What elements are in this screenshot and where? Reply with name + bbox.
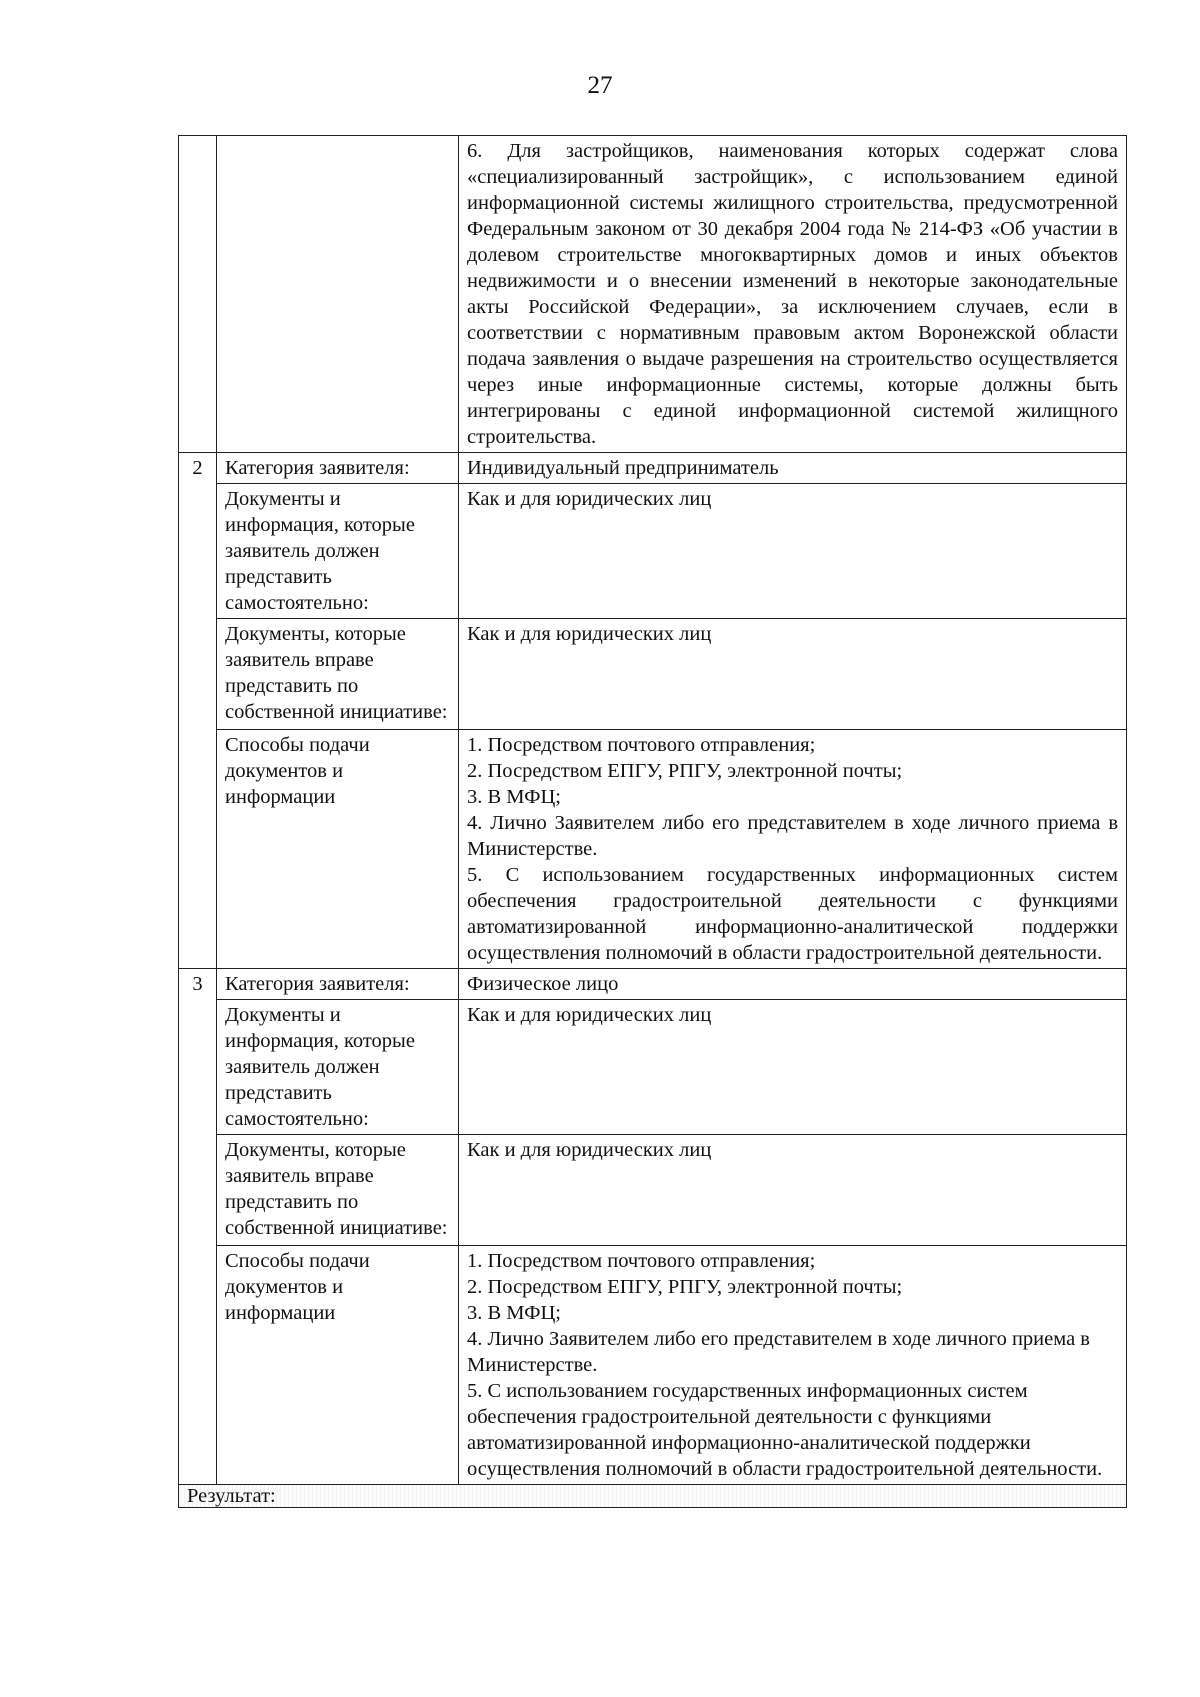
list-item: 5. С использованием государственных информационных систем обеспечения градостроительной деятельности с функциями автоматизированной информационно-аналитической поддержки осуществления полномочий в области градостроительной деятельности. [467,864,1118,964]
list-item: 5. С использованием государственных информационных систем обеспечения градостроительной деятельности с функциями автоматизированной информационно-аналитической поддержки осуществления полномочий в области градостроительной деятельности. [467,1380,1103,1480]
list-item: 4. Лично Заявителем либо его представителем в ходе личного приема в Министерстве. [467,812,1118,860]
row-label [217,136,459,453]
table-row [179,730,1127,969]
methods-label: Способы подачи документов и информации [217,730,459,969]
docs-initiative-value: Как и для юридических лиц [459,1135,1127,1246]
docs-self-value: Как и для юридических лиц [459,1000,1127,1135]
list-item: 3. В МФЦ; [467,1302,561,1324]
table-row [179,1135,1127,1246]
docs-self-label: Документы и информация, которые заявитель должен представить самостоятельно: [217,484,459,619]
docs-initiative-label: Документы, которые заявитель вправе представить по собственной инициативе: [217,619,459,730]
page-number: 27 [587,72,613,99]
category-label: Категория заявителя: [217,969,459,1000]
list-item: 3. В МФЦ; [467,786,561,808]
docs-self-value: Как и для юридических лиц [459,484,1127,619]
table-row [179,969,1127,1000]
row-number [179,136,217,453]
methods-list [459,1246,1127,1485]
docs-initiative-value: Как и для юридических лиц [459,619,1127,730]
methods-list [459,730,1127,969]
table-row [179,484,1127,619]
table-row [179,619,1127,730]
result-label: Результат: [179,1485,1127,1508]
list-item: 1. Посредством почтового отправления; [467,734,816,756]
table-row [179,136,1127,453]
list-item: 2. Посредством ЕПГУ, РПГУ, электронной почты; [467,760,903,782]
table-row [179,1246,1127,1485]
table-row [179,1000,1127,1135]
methods-label: Способы подачи документов и информации [217,1246,459,1485]
row-number: 2 [179,453,217,969]
docs-initiative-label: Документы, которые заявитель вправе представить по собственной инициативе: [217,1135,459,1246]
applicant-table [178,135,1127,1508]
list-item: 4. Лично Заявителем либо его представителем в ходе личного приема в Министерстве. [467,1328,1090,1376]
docs-self-label: Документы и информация, которые заявитель должен представить самостоятельно: [217,1000,459,1135]
list-item: 2. Посредством ЕПГУ, РПГУ, электронной почты; [467,1276,903,1298]
row-number: 3 [179,969,217,1485]
row-text: 6. Для застройщиков, наименования которых содержат слова «специализированный застройщик», с использованием единой информационной системы жилищного строительства, предусмотренной Федеральным законом от 30 декабря 2004 года № 214-ФЗ «Об участии в долевом строительстве многоквартирных домов и иных объектов недвижимости и о внесении изменений в некоторые законодательные акты Российской Федерации», за исключением случаев, если в соответствии с нормативным правовым актом Воронежской области подача заявления о выдаче разрешения на строительство осуществляется через иные информационные системы, которые должны быть интегрированы с единой информационной системой жилищного строительства. [459,136,1127,453]
category-value: Физическое лицо [459,969,1127,1000]
category-value: Индивидуальный предприниматель [459,453,1127,484]
table-row [179,453,1127,484]
table-row [179,1485,1127,1508]
list-item: 1. Посредством почтового отправления; [467,1250,816,1272]
category-label: Категория заявителя: [217,453,459,484]
